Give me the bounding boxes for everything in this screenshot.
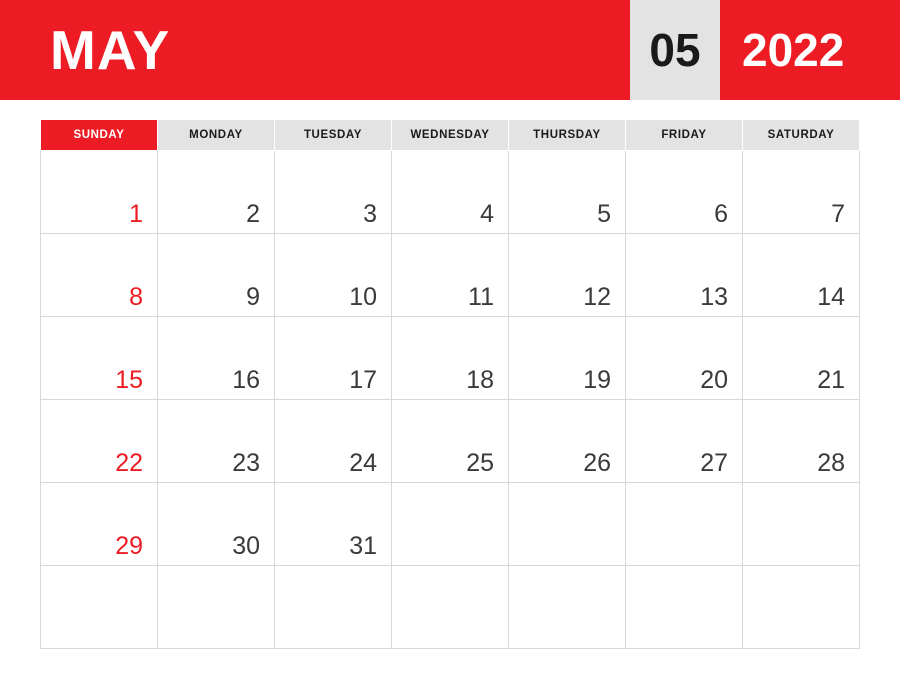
day-cell-empty[interactable] [743, 566, 860, 649]
day-cell[interactable] [275, 234, 392, 317]
day-cell[interactable] [626, 317, 743, 400]
day-number: 7 [831, 200, 845, 228]
day-cell[interactable] [743, 400, 860, 483]
day-cell[interactable] [158, 483, 275, 566]
year-label: 2022 [742, 24, 845, 76]
day-number: 18 [466, 366, 494, 394]
day-number: 21 [817, 366, 845, 394]
day-cell[interactable] [275, 400, 392, 483]
day-number: 16 [232, 366, 260, 394]
day-cell-empty[interactable] [509, 566, 626, 649]
day-number: 5 [597, 200, 611, 228]
calendar-grid [40, 119, 860, 649]
day-cell[interactable] [626, 400, 743, 483]
day-number: 27 [700, 449, 728, 477]
day-number: 31 [349, 532, 377, 560]
weekday-header-friday: FRIDAY [626, 120, 743, 151]
month-name: MAY [50, 18, 171, 81]
calendar-week-row [41, 400, 860, 483]
day-cell-empty[interactable] [743, 483, 860, 566]
day-cell[interactable] [158, 234, 275, 317]
calendar-week-row [41, 483, 860, 566]
day-cell-empty[interactable] [158, 566, 275, 649]
day-number: 17 [349, 366, 377, 394]
day-cell[interactable] [392, 317, 509, 400]
day-cell[interactable] [275, 151, 392, 234]
day-number: 13 [700, 283, 728, 311]
day-cell-empty[interactable] [392, 566, 509, 649]
day-cell[interactable] [158, 400, 275, 483]
day-cell[interactable] [509, 317, 626, 400]
day-cell[interactable] [41, 317, 158, 400]
day-cell[interactable] [509, 151, 626, 234]
day-cell-empty[interactable] [626, 566, 743, 649]
day-number: 3 [363, 200, 377, 228]
day-cell[interactable] [275, 483, 392, 566]
day-number: 2 [246, 200, 260, 228]
weekday-header-tuesday: TUESDAY [275, 120, 392, 151]
day-number: 26 [583, 449, 611, 477]
calendar-header [0, 0, 900, 100]
calendar-week-row [41, 151, 860, 234]
calendar-week-row [41, 566, 860, 649]
day-number: 19 [583, 366, 611, 394]
day-number: 20 [700, 366, 728, 394]
day-number: 11 [468, 283, 494, 311]
day-cell[interactable] [392, 151, 509, 234]
day-cell[interactable] [158, 151, 275, 234]
day-cell-empty[interactable] [626, 483, 743, 566]
day-number: 10 [349, 283, 377, 311]
day-number: 1 [129, 200, 143, 228]
day-cell[interactable] [41, 234, 158, 317]
day-cell[interactable] [158, 317, 275, 400]
day-cell[interactable] [41, 400, 158, 483]
day-cell[interactable] [392, 234, 509, 317]
day-number: 25 [466, 449, 494, 477]
weekday-header-monday: MONDAY [158, 120, 275, 151]
day-cell-empty[interactable] [392, 483, 509, 566]
day-number: 15 [115, 366, 143, 394]
day-cell[interactable] [509, 400, 626, 483]
day-number: 22 [115, 449, 143, 477]
day-cell[interactable] [743, 234, 860, 317]
day-cell[interactable] [743, 317, 860, 400]
day-cell[interactable] [509, 234, 626, 317]
day-number: 9 [246, 283, 260, 311]
day-cell-empty[interactable] [509, 483, 626, 566]
weekday-header-thursday: THURSDAY [509, 120, 626, 151]
day-number: 12 [583, 283, 611, 311]
day-cell-empty[interactable] [41, 566, 158, 649]
day-cell[interactable] [743, 151, 860, 234]
calendar-grid-wrapper [0, 100, 900, 649]
header-month-block [0, 0, 630, 100]
day-number: 6 [714, 200, 728, 228]
day-number: 30 [232, 532, 260, 560]
day-cell[interactable] [626, 151, 743, 234]
day-number: 8 [129, 283, 143, 311]
day-number: 28 [817, 449, 845, 477]
weekday-header-wednesday: WEDNESDAY [392, 120, 509, 151]
calendar-week-row [41, 317, 860, 400]
day-cell[interactable] [41, 151, 158, 234]
day-number: 23 [232, 449, 260, 477]
weekday-header-saturday: SATURDAY [743, 120, 860, 151]
day-number: 24 [349, 449, 377, 477]
calendar-week-row [41, 234, 860, 317]
day-number: 29 [115, 532, 143, 560]
weekday-header-sunday: SUNDAY [41, 120, 158, 151]
month-number: 05 [649, 24, 701, 76]
day-cell[interactable] [626, 234, 743, 317]
header-year-box [720, 0, 900, 100]
day-cell[interactable] [41, 483, 158, 566]
day-number: 14 [817, 283, 845, 311]
day-number: 4 [480, 200, 494, 228]
day-cell[interactable] [392, 400, 509, 483]
day-cell-empty[interactable] [275, 566, 392, 649]
weekday-header-row [41, 120, 860, 151]
header-month-number-box [630, 0, 720, 100]
day-cell[interactable] [275, 317, 392, 400]
